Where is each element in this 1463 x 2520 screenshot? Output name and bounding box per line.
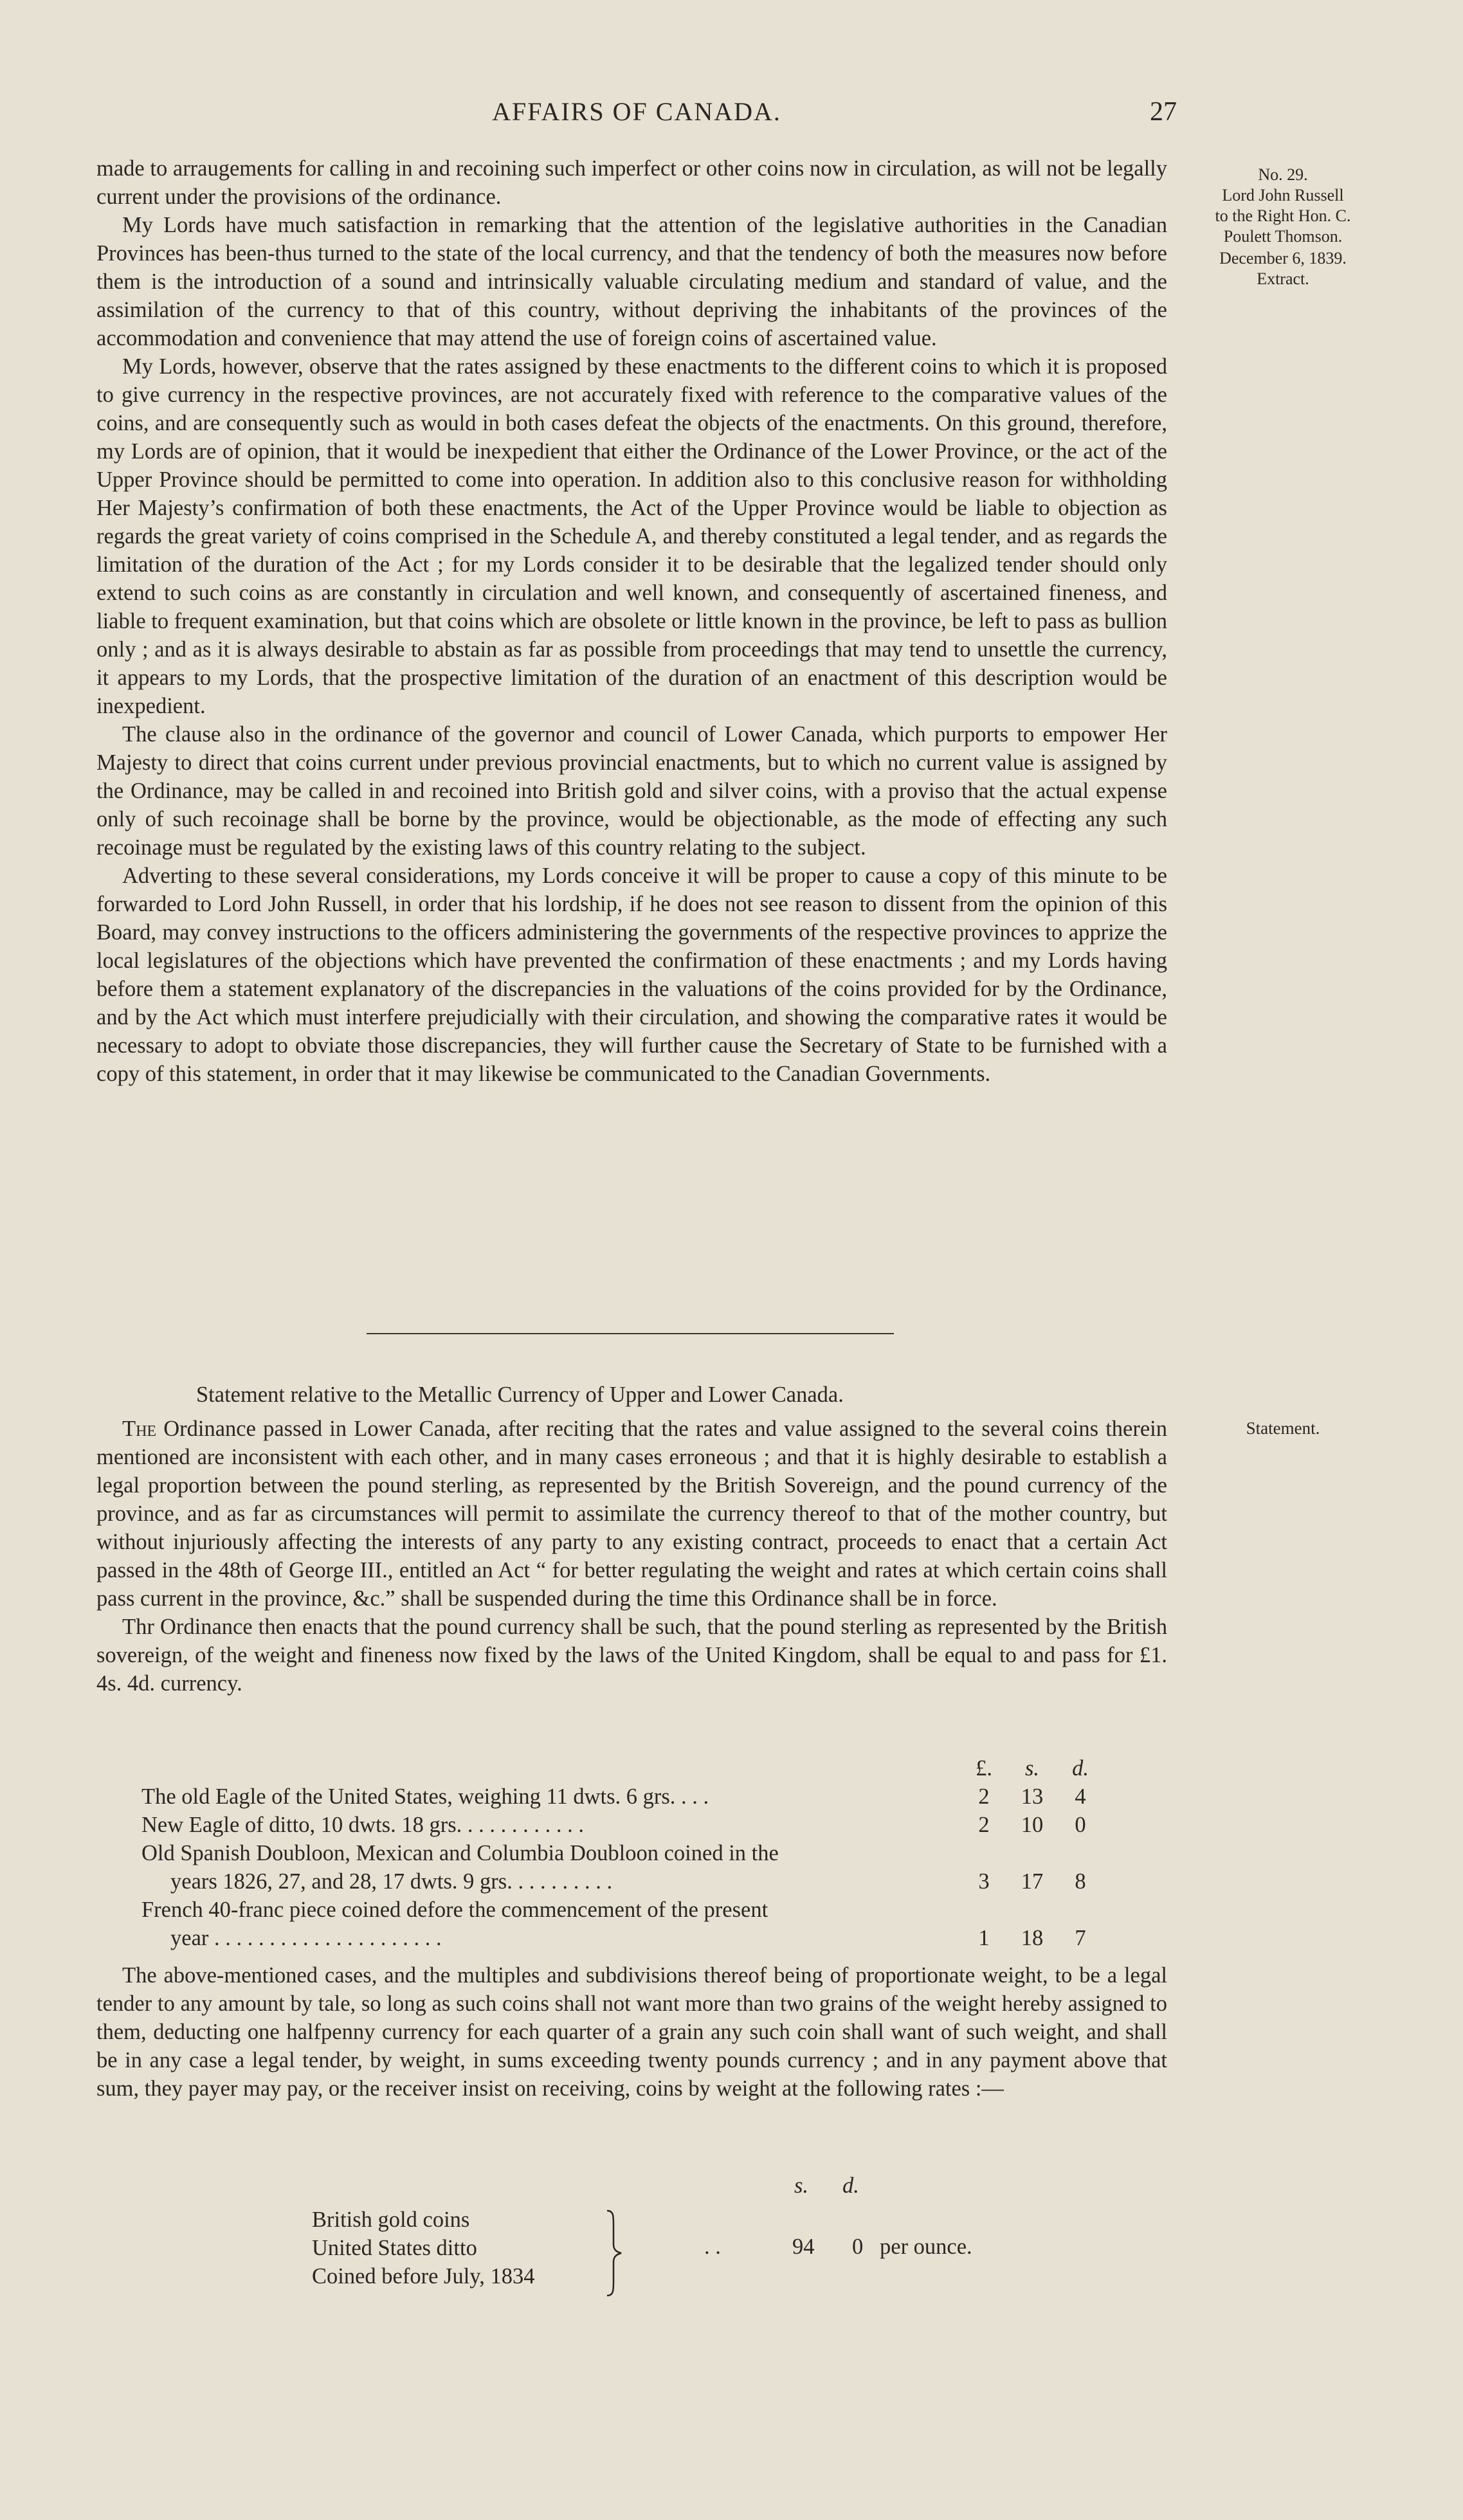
section-divider [367, 1333, 894, 1334]
coin-list [312, 2206, 535, 2290]
note-to-name: Poulett Thomson. [1223, 227, 1343, 246]
statement-heading: Statement relative to the Metallic Currency of Upper and Lower Canada. [196, 1382, 844, 1407]
page-title: AFFAIRS OF CANADA. [492, 97, 781, 126]
paragraph: The above-mentioned cases, and the multiples and subdivisions thereof being of proportionate weight, to be a legal tender to any amount by tale, so long as such coins shall not want more than two grains of the weight hereby assigned to them, deducting one halfpenny currency for each quarter of a grain any such coin shall want of such weight, and shall be in any case a legal tender, by weight, in sums exceeding twenty pounds currency ; and in any payment above that sum, they payer may pay, or the receiver insist on receiving, coins by weight at the following rates :— [96, 1963, 1167, 2101]
rate-pence: 0 [852, 2234, 864, 2259]
rate-header-pence: d. [842, 2173, 859, 2198]
note-kind: Extract. [1257, 269, 1309, 288]
statement-body-continued [96, 1961, 1167, 2103]
table-row-continuation [141, 1924, 1122, 1952]
paragraph-text: Ordinance passed in Lower Canada, after reciting that the rates and value assigned to the several coins therein mentioned are inconsistent with each other, and in many cases erroneous ; and that it is highly desirable to establish a legal proportion between the pound sterling, as represented by the British Sovereign, and the pound currency of the province, and as far as circumstances will permit to assimilate the currency thereof to that of the mother country, but without injuriously affecting the interests of any party to any existing contract, proceeds to enact that a certain Act passed in the 48th of George III., entitled an Act “ for better regulating the weight and rates at which certain coins shall pass current in the province, &c.” shall be suspended during the time this Ordinance shall be in force. [96, 1417, 1167, 1611]
coin-item: British gold coins [312, 2207, 470, 2232]
rate-shillings: 94 [792, 2234, 815, 2259]
margin-note-letter [1186, 165, 1379, 289]
paragraph: Thr Ordinance then enacts that the pound currency shall be such, that the pound sterling as represented by the British sovereign, of the weight and fineness now fixed by the laws of the United Kingdom, shall be equal to and pass for £1. 4s. 4d. currency. [96, 1615, 1167, 1696]
rate-header-shillings: s. [794, 2173, 809, 2198]
coin-description: Old Spanish Doubloon, Mexican and Columbia Doubloon coined in the [141, 1841, 779, 1865]
value-shillings: 18 [1021, 1926, 1044, 1950]
coin-item: United States ditto [312, 2236, 477, 2260]
value-pence: 7 [1075, 1926, 1086, 1950]
paragraph: The clause also in the ordinance of the governor and council of Lower Canada, which purports to empower Her Majesty to direct that coins current under previous provincial enactments, but to which no current value is assigned by the Ordinance, may be called in and recoined into British gold and silver coins, with a proviso that the actual expense only of such recoinage shall be borne by the province, would be objectionable, as the mode of effecting any such recoinage must be regulated by the existing laws of this country relating to the subject. [96, 722, 1167, 860]
margin-note-statement: Statement. [1246, 1419, 1320, 1438]
table-row [141, 1839, 1122, 1867]
value-pounds: 2 [978, 1813, 990, 1837]
coin-description: The old Eagle of the United States, weighing 11 dwts. 6 grs. . . . [141, 1784, 709, 1809]
coin-description-cont: year . . . . . . . . . . . . . . . . . . . . . [170, 1926, 442, 1950]
coin-value-table [141, 1754, 1122, 1952]
note-date: December 6, 1839. [1219, 249, 1347, 267]
value-shillings: 13 [1021, 1784, 1044, 1809]
value-pence: 4 [1075, 1784, 1086, 1809]
page-number: 27 [1150, 97, 1177, 127]
value-shillings: 17 [1021, 1869, 1044, 1894]
running-head [96, 96, 1177, 135]
paragraph: Adverting to these several considerations, my Lords conceive it will be proper to cause a copy of this minute to be forwarded to Lord John Russell, in order that his lordship, if he does not see reason to dissent from the opinion of this Board, may convey instructions to the officers administering the governments of the respective provinces to apprize the local legislatures of the objections which have prevented the confirmation of these enactments ; and my Lords having before them a statement explanatory of the discrepancies in the valuations of the coins provided for by the Ordinance, and by the Act which must interfere prejudicially with their circulation, and showing the comparative rates it would be necessary to adopt to obviate those discrepancies, they will further cause the Secretary of State to be furnished with a copy of this statement, in order that it may likewise be communicated to the Canadian Governments. [96, 864, 1167, 1086]
paragraph: My Lords have much satisfaction in remarking that the attention of the legislative authorities in the Canadian Provinces has been-thus turned to the state of the local currency, and that the tendency of both the measures now before them is the introduction of a sound and intrinsically valuable circulating medium and standard of value, and the assimilation of the currency to that of this country, without depriving the inhabitants of the provinces of the accommodation and convenience that may attend the use of foreign coins of ascertained value. [96, 213, 1167, 350]
rate-dots: . . [704, 2234, 721, 2259]
paragraph [96, 1415, 1167, 1613]
coin-item: Coined before July, 1834 [312, 2264, 535, 2289]
rate-unit: per ounce. [880, 2234, 972, 2259]
coin-description-cont: years 1826, 27, and 28, 17 dwts. 9 grs. . . . . . . . . . [170, 1869, 613, 1894]
value-pence: 0 [1075, 1813, 1086, 1837]
note-number: No. 29. [1258, 165, 1308, 184]
statement-body [96, 1415, 1167, 1698]
note-to: to the Right Hon. C. [1215, 206, 1351, 225]
right-brace-icon [604, 2209, 624, 2297]
coin-description: French 40-franc piece coined defore the commencement of the present [141, 1898, 768, 1922]
value-shillings: 10 [1021, 1813, 1044, 1837]
column-header-pence: d. [1072, 1756, 1089, 1781]
table-row-continuation [141, 1867, 1122, 1896]
value-pence: 8 [1075, 1869, 1086, 1894]
note-from: Lord John Russell [1222, 186, 1344, 204]
minute-body [96, 154, 1167, 1088]
table-row [141, 1811, 1122, 1839]
column-header-pounds: £. [976, 1756, 992, 1781]
value-pounds: 3 [978, 1869, 990, 1894]
paragraph: made to arraugements for calling in and recoining such imperfect or other coins now in circulation, as will not be legally current under the provisions of the ordinance. [96, 156, 1167, 209]
table-header-row [141, 1754, 1122, 1782]
table-row [141, 1782, 1122, 1811]
column-header-shillings: s. [1024, 1756, 1040, 1781]
lead-word: The [122, 1417, 157, 1441]
value-pounds: 2 [978, 1784, 990, 1809]
table-row [141, 1896, 1122, 1924]
coin-description: New Eagle of ditto, 10 dwts. 18 grs. . . . . . . . . . . . [141, 1813, 585, 1837]
value-pounds: 1 [978, 1926, 990, 1950]
paragraph: My Lords, however, observe that the rates assigned by these enactments to the different coins to which it is proposed to give currency in the respective provinces, are not accurately fixed with reference to the comparative values of the coins, and are consequently such as would in both cases defeat the objects of the enactments. On this ground, therefore, my Lords are of opinion, that it would be inexpedient that either the Ordinance of the Lower Province, or the act of the Upper Province should be permitted to come into operation. In addition also to this conclusive reason for withholding Her Majesty’s confirmation of both these enactments, the Act of the Upper Province would be liable to objection as regards the great variety of coins comprised in the Schedule A, and thereby constituted a legal tender, and as regards the limitation of the duration of the Act ; for my Lords consider it to be desirable that the legalized tender should only extend to such coins as are constantly in circulation and well known, and consequently of ascertained fineness, and liable to frequent examination, but that coins which are obsolete or little known in the province, be left to pass as bullion only ; and as it is always desirable to abstain as far as possible from proceedings that may tend to unsettle the currency, it appears to my Lords, that the prospective limitation of the duration of an enactment of this description would be inexpedient. [96, 354, 1167, 718]
